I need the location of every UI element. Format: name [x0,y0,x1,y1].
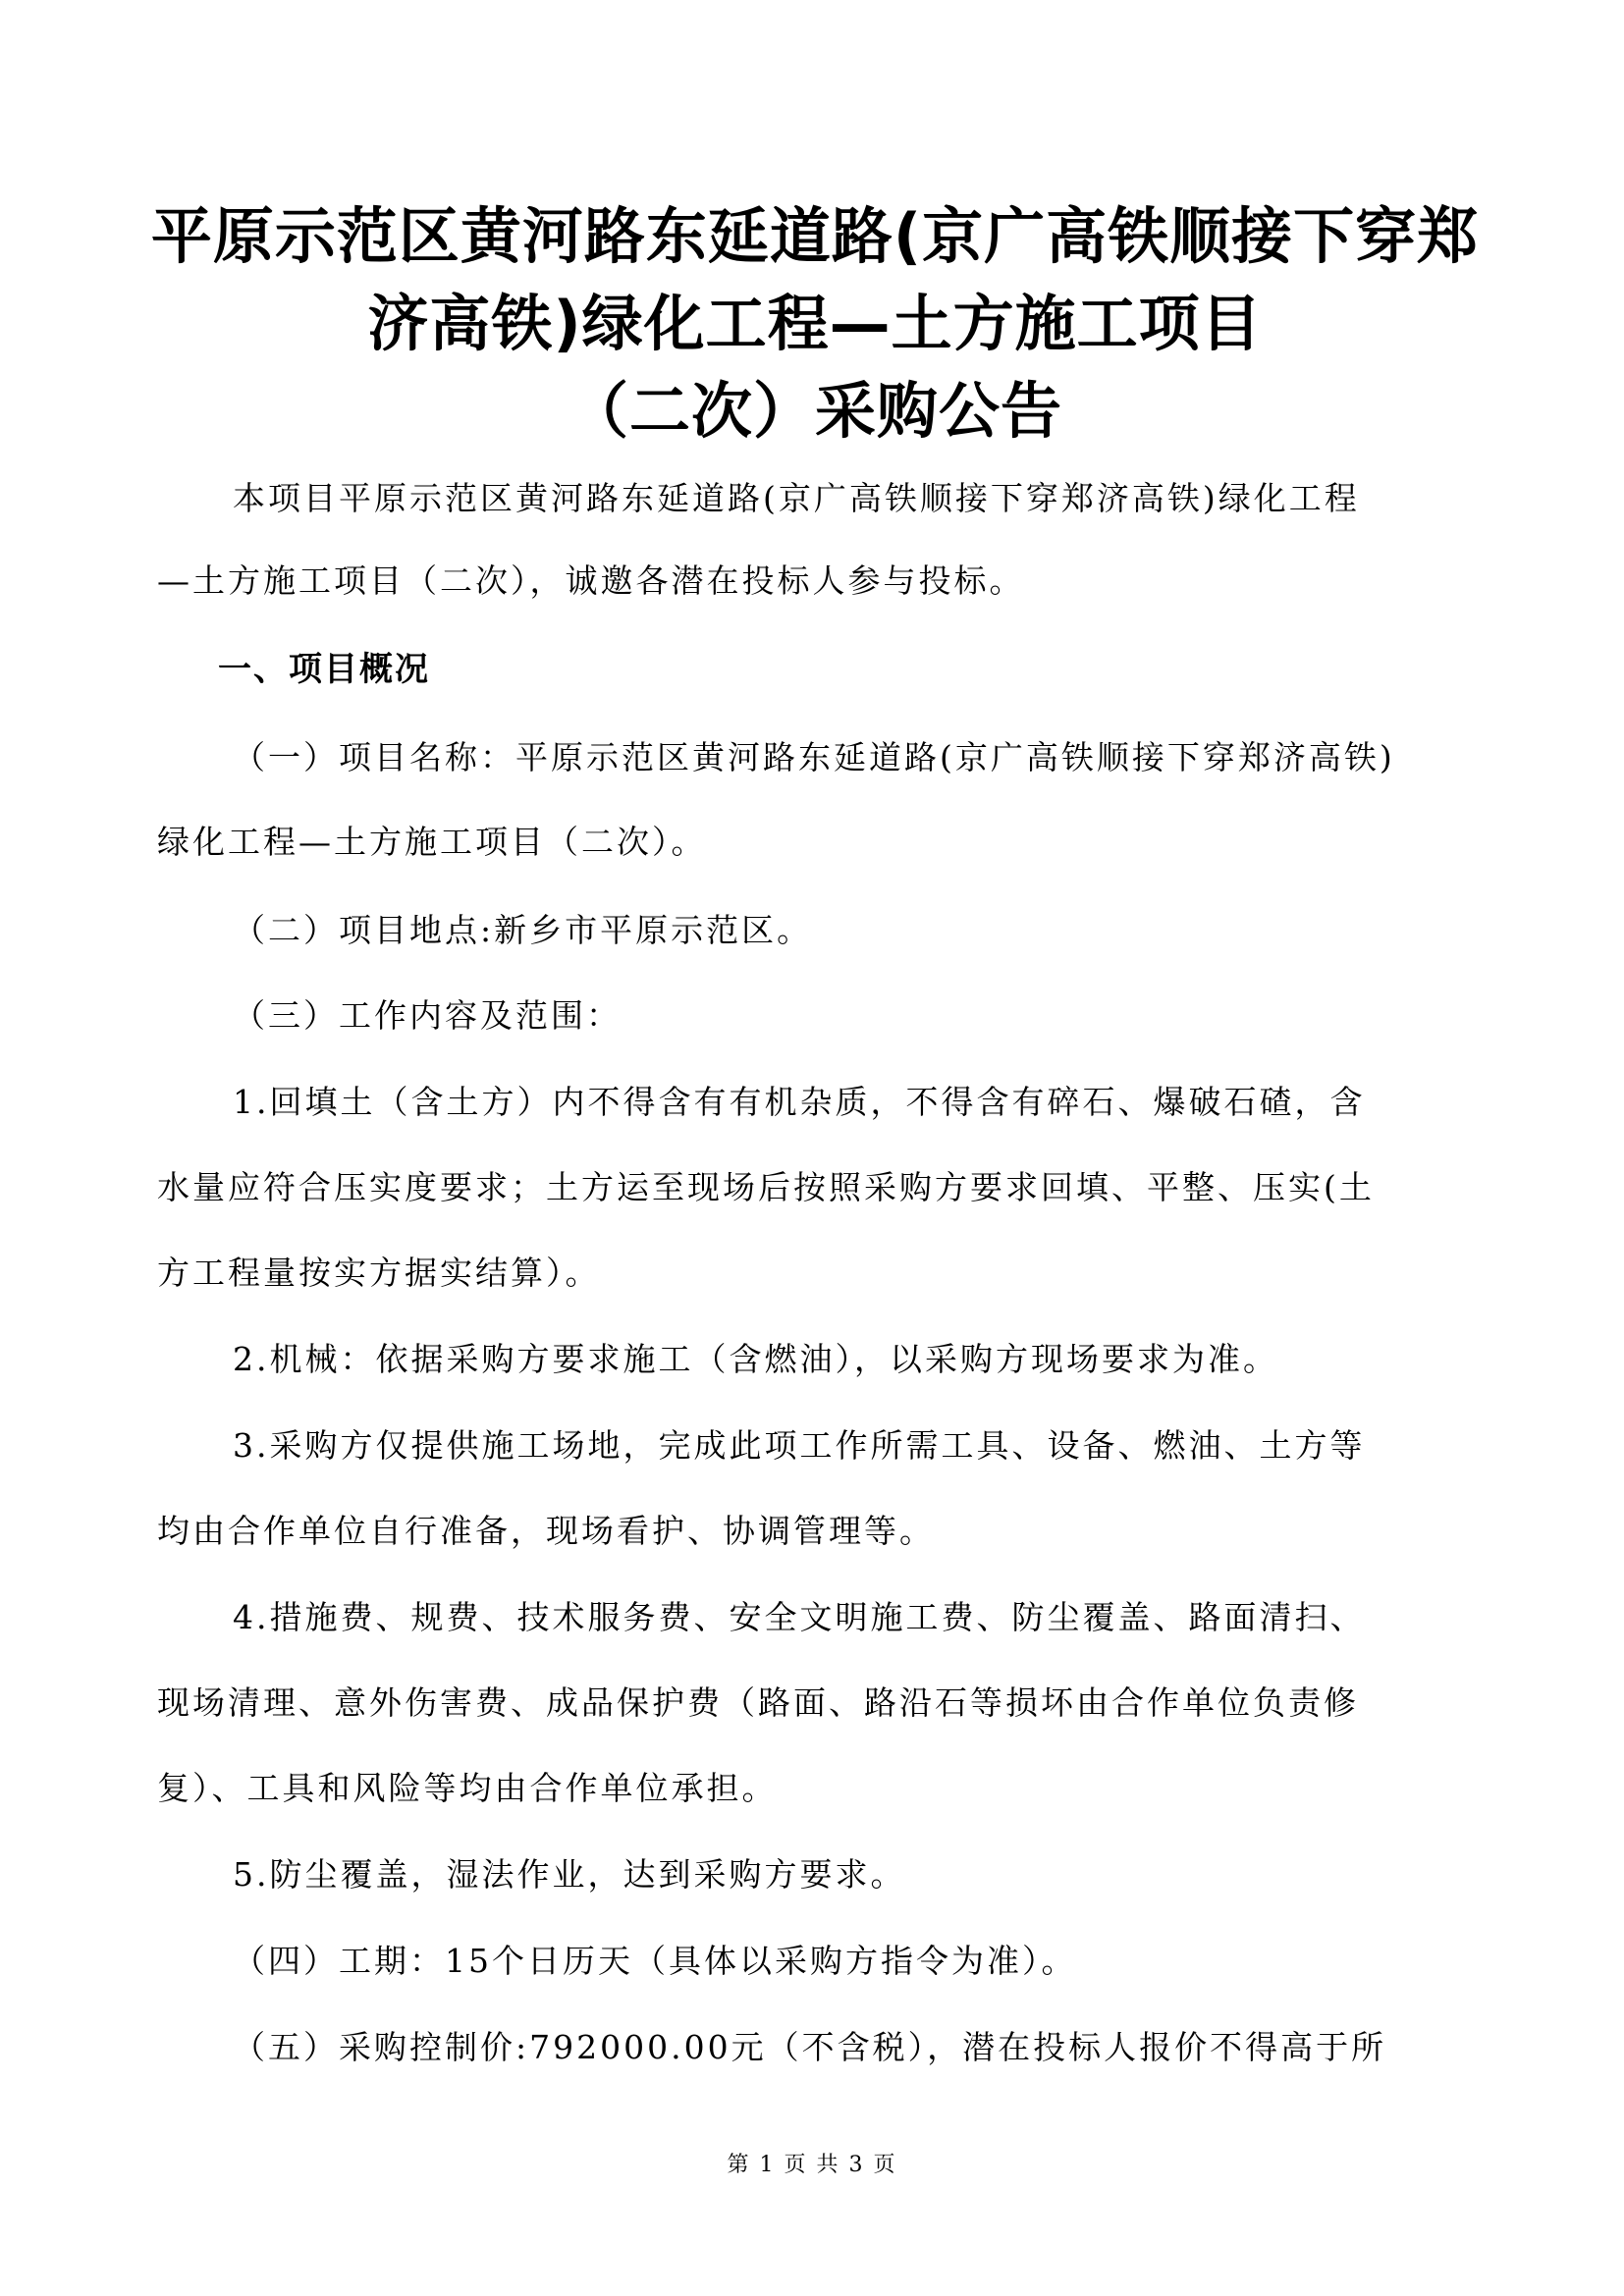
scope-point-3-line-2: 均由合作单位自行准备，现场看护、协调管理等。 [157,1512,935,1550]
document-title-line-1: 平原示范区黄河路东延道路(京广高铁顺接下穿郑 [150,200,1480,272]
intro-line-1: 本项目平原示范区黄河路东延道路(京广高铁顺接下穿郑济高铁)绿化工程 [233,479,1360,517]
section-heading-project-overview: 一、项目概况 [218,650,430,689]
scope-point-1-line-2: 水量应符合压实度要求；土方运至现场后按照采购方要求回填、平整、压实(土 [157,1168,1375,1206]
scope-point-1-line-3: 方工程量按实方据实结算）。 [157,1254,601,1292]
scope-point-4-line-1: 4.措施费、规费、技术服务费、安全文明施工费、防尘覆盖、路面清扫、 [233,1598,1366,1636]
item-project-location: （二）项目地点:新乡市平原示范区。 [233,911,813,949]
document-title-line-2: 济高铁)绿化工程—土方施工项目 [367,288,1263,359]
scope-point-1-line-1: 1.回填土（含土方）内不得含有有机杂质，不得含有碎石、爆破石碴，含 [233,1083,1366,1121]
scope-point-5: 5.防尘覆盖，湿法作业，达到采购方要求。 [233,1855,906,1894]
item-project-name-line-2: 绿化工程—土方施工项目（二次）。 [157,823,707,861]
scope-point-2: 2.机械：依据采购方要求施工（含燃油），以采购方现场要求为准。 [233,1340,1278,1378]
scope-point-3-line-1: 3.采购方仅提供施工场地，完成此项工作所需工具、设备、燃油、土方等 [233,1426,1366,1465]
document-title-line-3: （二次）采购公告 [567,375,1062,447]
item-construction-period: （四）工期：15个日历天（具体以采购方指令为准）。 [233,1942,1077,1980]
page-number-footer: 第 1 页 共 3 页 [727,2153,897,2177]
intro-line-2: —土方施工项目（二次），诚邀各潜在投标人参与投标。 [157,561,1025,600]
scope-point-4-line-3: 复）、工具和风险等均由合作单位承担。 [157,1769,778,1807]
item-project-name-line-1: （一）项目名称：平原示范区黄河路东延道路(京广高铁顺接下穿郑济高铁) [233,738,1395,776]
item-control-price: （五）采购控制价:792000.00元（不含税），潜在投标人报价不得高于所 [233,2028,1387,2066]
scope-point-4-line-2: 现场清理、意外伤害费、成品保护费（路面、路沿石等损坏由合作单位负责修 [157,1683,1359,1722]
item-work-scope: （三）工作内容及范围： [233,996,622,1035]
